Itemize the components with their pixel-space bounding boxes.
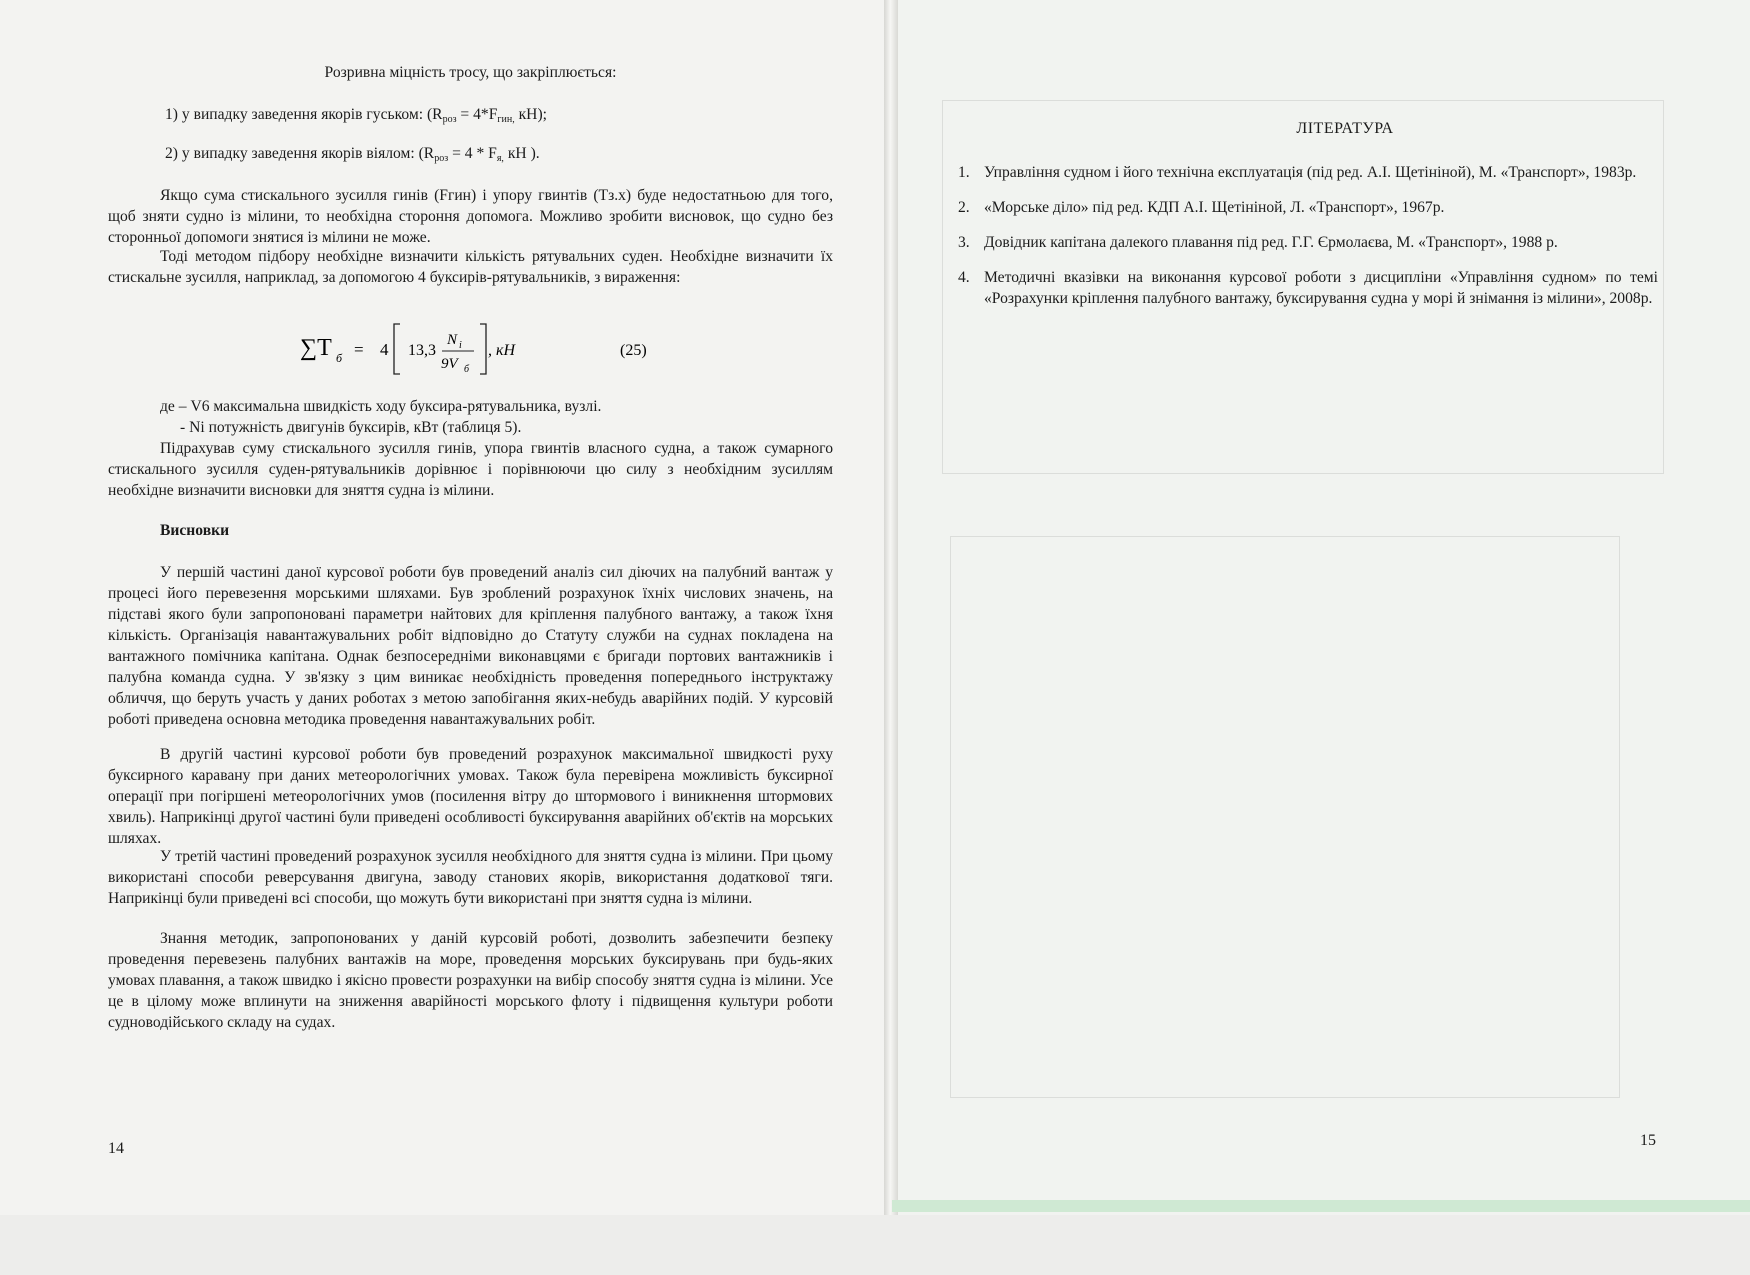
formula-25 (298, 318, 818, 378)
heading-breaking-strength: Розривна міцність тросу, що закріплюється: (324, 64, 617, 81)
reference-text: «Морське діло» під ред. КДП А.І. Щетініной, Л. «Транспорт», 1967р. (984, 199, 1445, 216)
formula-coef: 4 (380, 340, 389, 359)
reference-text: Управління судном і його технічна експлуатація (під ред. А.І. Щетініной), М. «Транспорт», 1983р. (984, 164, 1637, 181)
formula-sum-sub: б (336, 351, 343, 365)
formula-bracket-right (480, 324, 486, 374)
reference-item (958, 197, 1658, 218)
reference-list (958, 162, 1658, 323)
item-anchors-goose: 1) у випадку заведення якорів гуськом: ($R_{роз} = 4*F_{гин,}$ кН); (165, 106, 547, 125)
reference-number: 4. (958, 269, 970, 286)
formula-svg (298, 318, 818, 378)
where-ni: - Ni потужність двигунів буксирів, кВт (таблиця 5). (180, 419, 522, 436)
reference-item (958, 162, 1658, 183)
reference-text: Довідник капітана далекого плавання під ред. Г.Г. Єрмолаєва, М. «Транспорт», 1988 р. (984, 234, 1558, 251)
conclusion-part-2: В другій частині курсової роботи був проведений розрахунок максимальної швидкості руху буксирного каравану при даних метеорологічних умовах. Також була перевірена можливість буксирної операції при погіршені метеорологічних умов (посилення вітру до штормового і виникнення штормових хвиль). Наприкінці другої частині були приведені особливості буксирування аварійних об'єктів на морських шляхах. (108, 746, 833, 847)
bleed-through-table-bottom (950, 536, 1620, 1098)
book-gutter (884, 0, 898, 1215)
formula-sum: ∑T (300, 335, 332, 361)
formula-bracket-left (394, 324, 400, 374)
item-anchors-fan: 2) у випадку заведення якорів віялом: ($R_{роз} = 4 * F_{я,}$ кН ). (165, 145, 540, 164)
reference-text: Методичні вказівки на виконання курсової роботи з дисципліни «Управління судном» по темі «Розрахунки кріплення палубного вантажу, буксирування судна у морі й знімання із мілини», 2008р. (984, 269, 1658, 307)
page-edge (892, 1200, 1750, 1212)
formula-den: 9V (441, 356, 458, 372)
reference-number: 2. (958, 199, 970, 216)
reference-number: 1. (958, 164, 970, 181)
page-number-right: 15 (1640, 1132, 1656, 1149)
paragraph-rescue-vessels: Тоді методом підбору необхідне визначити кількість рятувальних суден. Необхідне визначити їх стискальне зусилля, наприклад, за допомогою 4 буксирів-рятувальників, з вираження: (108, 248, 833, 286)
formula-number: (25) (620, 342, 647, 359)
formula-eq: = (354, 340, 364, 359)
paragraph-external-help: Якщо сума стискального зусилля гинів (Fгин) і упору гвинтів (Tз.х) буде недостатньою для того, щоб зняти судно із мілини, то необхідна стороння допомога. Можливо зробити висновок, що судно без сторонньої допомоги знятися із мілини не може. (108, 187, 833, 246)
formula-num-sub: i (459, 340, 462, 351)
where-v6: де – V6 максимальна швидкість ходу буксира-рятувальника, вузлі. (160, 398, 602, 415)
conclusion-part-4: Знання методик, запропонованих у даній курсовій роботі, дозволить забезпечити безпеку проведення перевезень палубних вантажів на море, проведення морських буксирувань при будь-яких умовах плавання, а також швидко і якісно провести розрахунки на вибір способу зняття судна із мілини. Усе це в цілому може вплинути на зниження аварійності морського флоту і підвищення культури роботи судноводійського складу на судах. (108, 930, 833, 1031)
formula-k: 13,3 (408, 342, 436, 359)
formula-num: N (447, 332, 458, 348)
reference-item (958, 232, 1658, 253)
page-number-left: 14 (108, 1140, 124, 1157)
paragraph-sum-forces: Підрахував суму стискального зусилля гинів, упора гвинтів власного судна, а також сумарного стискального зусилля суден-рятувальників дорівнює і порівнюючи цю силу з необхідним зусиллям необхідне визначити висновки для зняття судна із мілини. (108, 440, 833, 499)
conclusions-title: Висновки (160, 522, 230, 539)
formula-unit: , кН (488, 342, 516, 359)
conclusion-part-1: У першій частині даної курсової роботи був проведений аналіз сил діючих на палубний вантаж у процесі його перевезення морськими шляхами. Був зроблений розрахунок їхніх числових значень, на підставі якого були запропоновані параметри найтових для кріплення палубного вантажу, а також їхня кількість. Організація навантажувальних робіт відповідно до Статуту служби на суднах покладена на вантажного помічника капітана. Однак безпосередніми виконавцями є бригади портових вантажників і палубна команда судна. У зв'язку з цим виникає необхідність проведення попереднього інструктажу обличчя, що беруть участь у даних роботах з метою запобігання яких-небудь аварійних подій. У курсовій роботі приведена основна методика проведення навантажувальних робіт. (108, 564, 833, 728)
reference-item (958, 267, 1658, 309)
table-surface (0, 1215, 1750, 1275)
formula-den-sub: б (464, 364, 470, 375)
literature-title: ЛІТЕРАТУРА (1296, 120, 1394, 137)
reference-number: 3. (958, 234, 970, 251)
conclusion-part-3: У третій частині проведений розрахунок зусилля необхідного для зняття судна із мілини. При цьому використані способи реверсування двигуна, заводу станових якорів, використання додаткової тяги. Наприкінці були приведені всі способи, що можуть бути використані при зняття судна із мілини. (108, 848, 833, 907)
